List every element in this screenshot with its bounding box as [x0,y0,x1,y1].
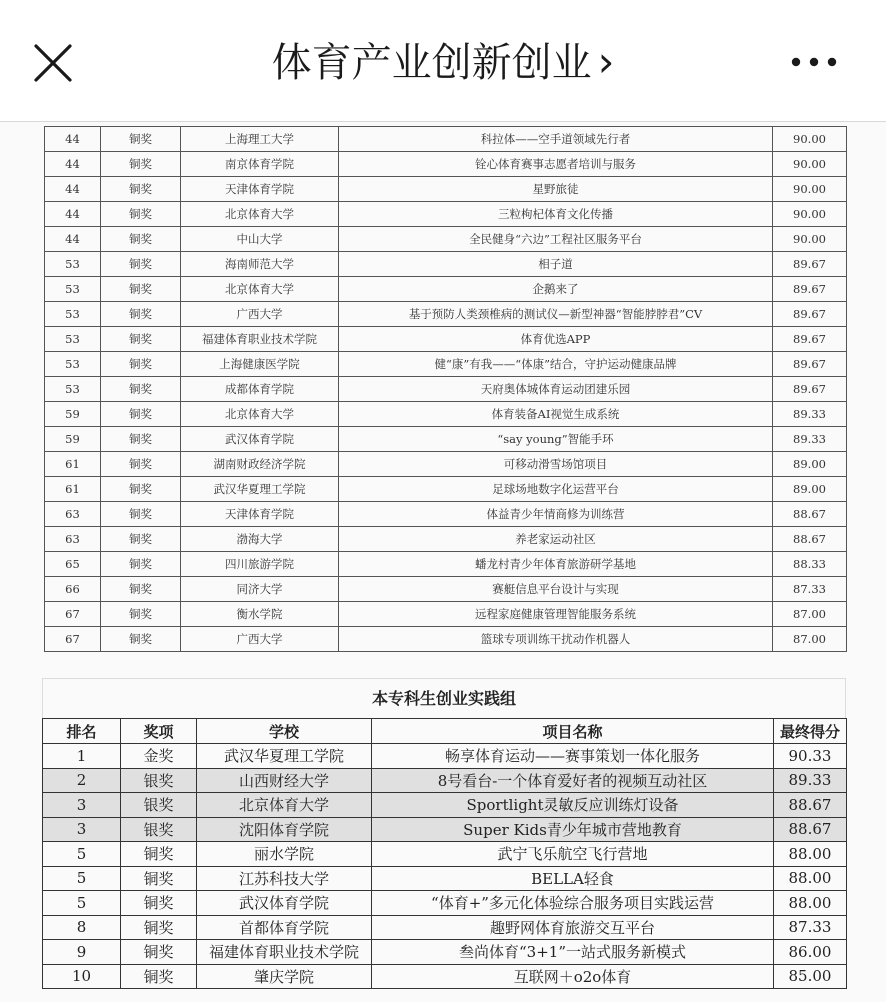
score-cell: 85.00 [774,964,847,989]
award-cell: 铜奖 [101,352,181,377]
rank-cell: 44 [45,177,101,202]
score-cell: 87.00 [773,602,847,627]
project-cell: 天府奥体城体育运动团建乐园 [339,377,773,402]
score-cell: 89.33 [773,427,847,452]
award-cell: 铜奖 [101,177,181,202]
rank-cell: 65 [45,552,101,577]
score-cell: 87.33 [774,915,847,940]
award-cell: 铜奖 [101,627,181,652]
table-row [43,940,847,965]
award-cell: 铜奖 [101,402,181,427]
rank-cell: 53 [45,352,101,377]
score-cell: 89.00 [773,452,847,477]
award-cell: 铜奖 [121,842,197,867]
rank-cell: 59 [45,402,101,427]
award-cell: 铜奖 [101,202,181,227]
top-bar [0,0,886,122]
rank-cell: 61 [45,477,101,502]
score-cell: 89.67 [773,377,847,402]
table-row [45,452,847,477]
table-row [45,152,847,177]
table-row [45,552,847,577]
rank-cell: 2 [43,768,121,793]
score-cell: 88.67 [773,527,847,552]
project-cell: 体育装备AI视觉生成系统 [339,402,773,427]
school-cell: 衡水学院 [181,602,339,627]
school-cell: 北京体育大学 [181,202,339,227]
award-cell: 铜奖 [101,152,181,177]
rank-cell: 44 [45,202,101,227]
rank-cell: 3 [43,817,121,842]
award-cell: 铜奖 [101,277,181,302]
project-cell: 8号看台-一个体育爱好者的视频互动社区 [372,768,774,793]
award-cell: 铜奖 [101,377,181,402]
close-icon[interactable] [30,40,76,86]
rank-cell: 8 [43,915,121,940]
project-cell: 体育优选APP [339,327,773,352]
project-cell: 武宁飞乐航空飞行营地 [372,842,774,867]
score-cell: 87.00 [773,627,847,652]
table-row [43,891,847,916]
score-cell: 89.33 [774,768,847,793]
table-row [45,277,847,302]
project-cell: 足球场地数字化运营平台 [339,477,773,502]
rank-cell: 63 [45,502,101,527]
table-row [43,817,847,842]
project-cell: Sportlight灵敏反应训练灯设备 [372,793,774,818]
table-row [43,964,847,989]
school-cell: 武汉华夏理工学院 [181,477,339,502]
rank-cell: 44 [45,227,101,252]
practice-group-section [42,678,846,989]
project-cell: 相子道 [339,252,773,277]
table-row [45,327,847,352]
award-cell: 铜奖 [101,602,181,627]
award-cell: 银奖 [121,768,197,793]
project-cell: BELLA轻食 [372,866,774,891]
table-row [45,602,847,627]
table-row [45,527,847,552]
award-cell: 铜奖 [101,502,181,527]
school-cell: 渤海大学 [181,527,339,552]
score-cell: 88.33 [773,552,847,577]
school-cell: 上海理工大学 [181,127,339,152]
project-cell: 科拉体——空手道领域先行者 [339,127,773,152]
rank-cell: 53 [45,377,101,402]
project-cell: 可移动滑雪场馆项目 [339,452,773,477]
table-row [45,177,847,202]
score-cell: 88.67 [773,502,847,527]
table-row [45,202,847,227]
school-cell: 江苏科技大学 [197,866,372,891]
award-cell: 铜奖 [101,427,181,452]
score-cell: 88.67 [774,817,847,842]
award-cell: 银奖 [121,793,197,818]
school-cell: 武汉体育学院 [197,891,372,916]
school-cell: 山西财经大学 [197,768,372,793]
score-cell: 89.67 [773,327,847,352]
award-cell: 铜奖 [121,964,197,989]
school-cell: 中山大学 [181,227,339,252]
project-cell: 健“康”有我——“体康”结合，守护运动健康品牌 [339,352,773,377]
rank-cell: 9 [43,940,121,965]
table-row [45,352,847,377]
project-cell: 基于预防人类颈椎病的测试仪—新型神器“智能脖脖君”CV [339,302,773,327]
award-cell: 铜奖 [101,577,181,602]
section-title: 本专科生创业实践组 [42,678,846,718]
table-row [43,915,847,940]
rank-cell: 5 [43,866,121,891]
rank-cell: 53 [45,327,101,352]
school-cell: 北京体育大学 [181,277,339,302]
header-school: 学校 [197,719,372,744]
project-cell: 趣野网体育旅游交互平台 [372,915,774,940]
award-cell: 铜奖 [121,891,197,916]
document-image [0,122,886,1002]
rank-cell: 3 [43,793,121,818]
table-row [43,768,847,793]
school-cell: 湖南财政经济学院 [181,452,339,477]
rank-cell: 59 [45,427,101,452]
project-cell: 铨心体育赛事志愿者培训与服务 [339,152,773,177]
award-cell: 铜奖 [101,227,181,252]
award-cell: 铜奖 [101,327,181,352]
project-cell: 全民健身“六边”工程社区服务平台 [339,227,773,252]
score-cell: 90.33 [774,744,847,769]
more-horizontal-icon[interactable] [786,48,842,76]
score-cell: 90.00 [773,152,847,177]
award-cell: 铜奖 [101,477,181,502]
score-cell: 90.00 [773,202,847,227]
school-cell: 南京体育学院 [181,152,339,177]
project-cell: 赛艇信息平台设计与实现 [339,577,773,602]
table-row [45,127,847,152]
score-cell: 89.67 [773,252,847,277]
table-row [45,302,847,327]
table-row [45,227,847,252]
award-cell: 金奖 [121,744,197,769]
table-row [45,252,847,277]
header-rank: 排名 [43,719,121,744]
table-row [45,402,847,427]
rank-cell: 5 [43,891,121,916]
table-row [43,793,847,818]
project-cell: 叁尚体育“3+1”一站式服务新模式 [372,940,774,965]
score-cell: 89.00 [773,477,847,502]
chevron-right-icon: › [597,37,615,86]
header-score: 最终得分 [774,719,847,744]
table-row [45,577,847,602]
school-cell: 丽水学院 [197,842,372,867]
score-cell: 88.67 [774,793,847,818]
award-cell: 铜奖 [101,252,181,277]
rank-cell: 1 [43,744,121,769]
award-cell: 铜奖 [101,302,181,327]
awards-table-continued [44,126,847,652]
rank-cell: 63 [45,527,101,552]
school-cell: 武汉体育学院 [181,427,339,452]
school-cell: 广西大学 [181,627,339,652]
score-cell: 88.00 [774,842,847,867]
project-cell: 互联网＋o2o体育 [372,964,774,989]
project-cell: 星野旅徒 [339,177,773,202]
rank-cell: 5 [43,842,121,867]
award-cell: 银奖 [121,817,197,842]
score-cell: 90.00 [773,177,847,202]
rank-cell: 53 [45,277,101,302]
award-cell: 铜奖 [121,940,197,965]
rank-cell: 67 [45,602,101,627]
project-cell: 畅享体育运动——赛事策划一体化服务 [372,744,774,769]
school-cell: 首都体育学院 [197,915,372,940]
school-cell: 成都体育学院 [181,377,339,402]
score-cell: 87.33 [773,577,847,602]
award-cell: 铜奖 [101,127,181,152]
school-cell: 广西大学 [181,302,339,327]
school-cell: 武汉华夏理工学院 [197,744,372,769]
table-row [45,502,847,527]
rank-cell: 10 [43,964,121,989]
score-cell: 88.00 [774,891,847,916]
school-cell: 同济大学 [181,577,339,602]
score-cell: 89.67 [773,352,847,377]
table-row [43,744,847,769]
table-row [45,427,847,452]
project-cell: Super Kids青少年城市营地教育 [372,817,774,842]
table-row [45,627,847,652]
score-cell: 89.67 [773,302,847,327]
table-row [43,842,847,867]
table-row [43,866,847,891]
project-cell: 三粒枸杞体育文化传播 [339,202,773,227]
school-cell: 四川旅游学院 [181,552,339,577]
school-cell: 肇庆学院 [197,964,372,989]
project-cell: 体益青少年情商修为训练营 [339,502,773,527]
award-cell: 铜奖 [101,552,181,577]
rank-cell: 53 [45,302,101,327]
school-cell: 海南师范大学 [181,252,339,277]
page-title-text: 体育产业创新创业 [271,40,592,86]
project-cell: “体育+”多元化体验综合服务项目实践运营 [372,891,774,916]
project-cell: 远程家庭健康管理智能服务系统 [339,602,773,627]
project-cell: 蟠龙村青少年体育旅游研学基地 [339,552,773,577]
score-cell: 89.33 [773,402,847,427]
rank-cell: 66 [45,577,101,602]
award-cell: 铜奖 [101,452,181,477]
practice-group-table [42,718,847,989]
score-cell: 90.00 [773,227,847,252]
page-title[interactable] [200,32,686,92]
school-cell: 福建体育职业技术学院 [181,327,339,352]
rank-cell: 53 [45,252,101,277]
award-cell: 铜奖 [121,866,197,891]
score-cell: 89.67 [773,277,847,302]
school-cell: 上海健康医学院 [181,352,339,377]
school-cell: 福建体育职业技术学院 [197,940,372,965]
award-cell: 铜奖 [121,915,197,940]
project-cell: 篮球专项训练干扰动作机器人 [339,627,773,652]
score-cell: 86.00 [774,940,847,965]
rank-cell: 44 [45,152,101,177]
table-row [45,377,847,402]
rank-cell: 61 [45,452,101,477]
score-cell: 90.00 [773,127,847,152]
table-row [45,477,847,502]
school-cell: 北京体育大学 [181,402,339,427]
project-cell: 企鹅来了 [339,277,773,302]
header-award: 奖项 [121,719,197,744]
table-header-row [43,719,847,744]
school-cell: 北京体育大学 [197,793,372,818]
school-cell: 沈阳体育学院 [197,817,372,842]
rank-cell: 44 [45,127,101,152]
project-cell: “say young”智能手环 [339,427,773,452]
header-project: 项目名称 [372,719,774,744]
award-cell: 铜奖 [101,527,181,552]
rank-cell: 67 [45,627,101,652]
school-cell: 天津体育学院 [181,177,339,202]
project-cell: 养老家运动社区 [339,527,773,552]
school-cell: 天津体育学院 [181,502,339,527]
score-cell: 88.00 [774,866,847,891]
